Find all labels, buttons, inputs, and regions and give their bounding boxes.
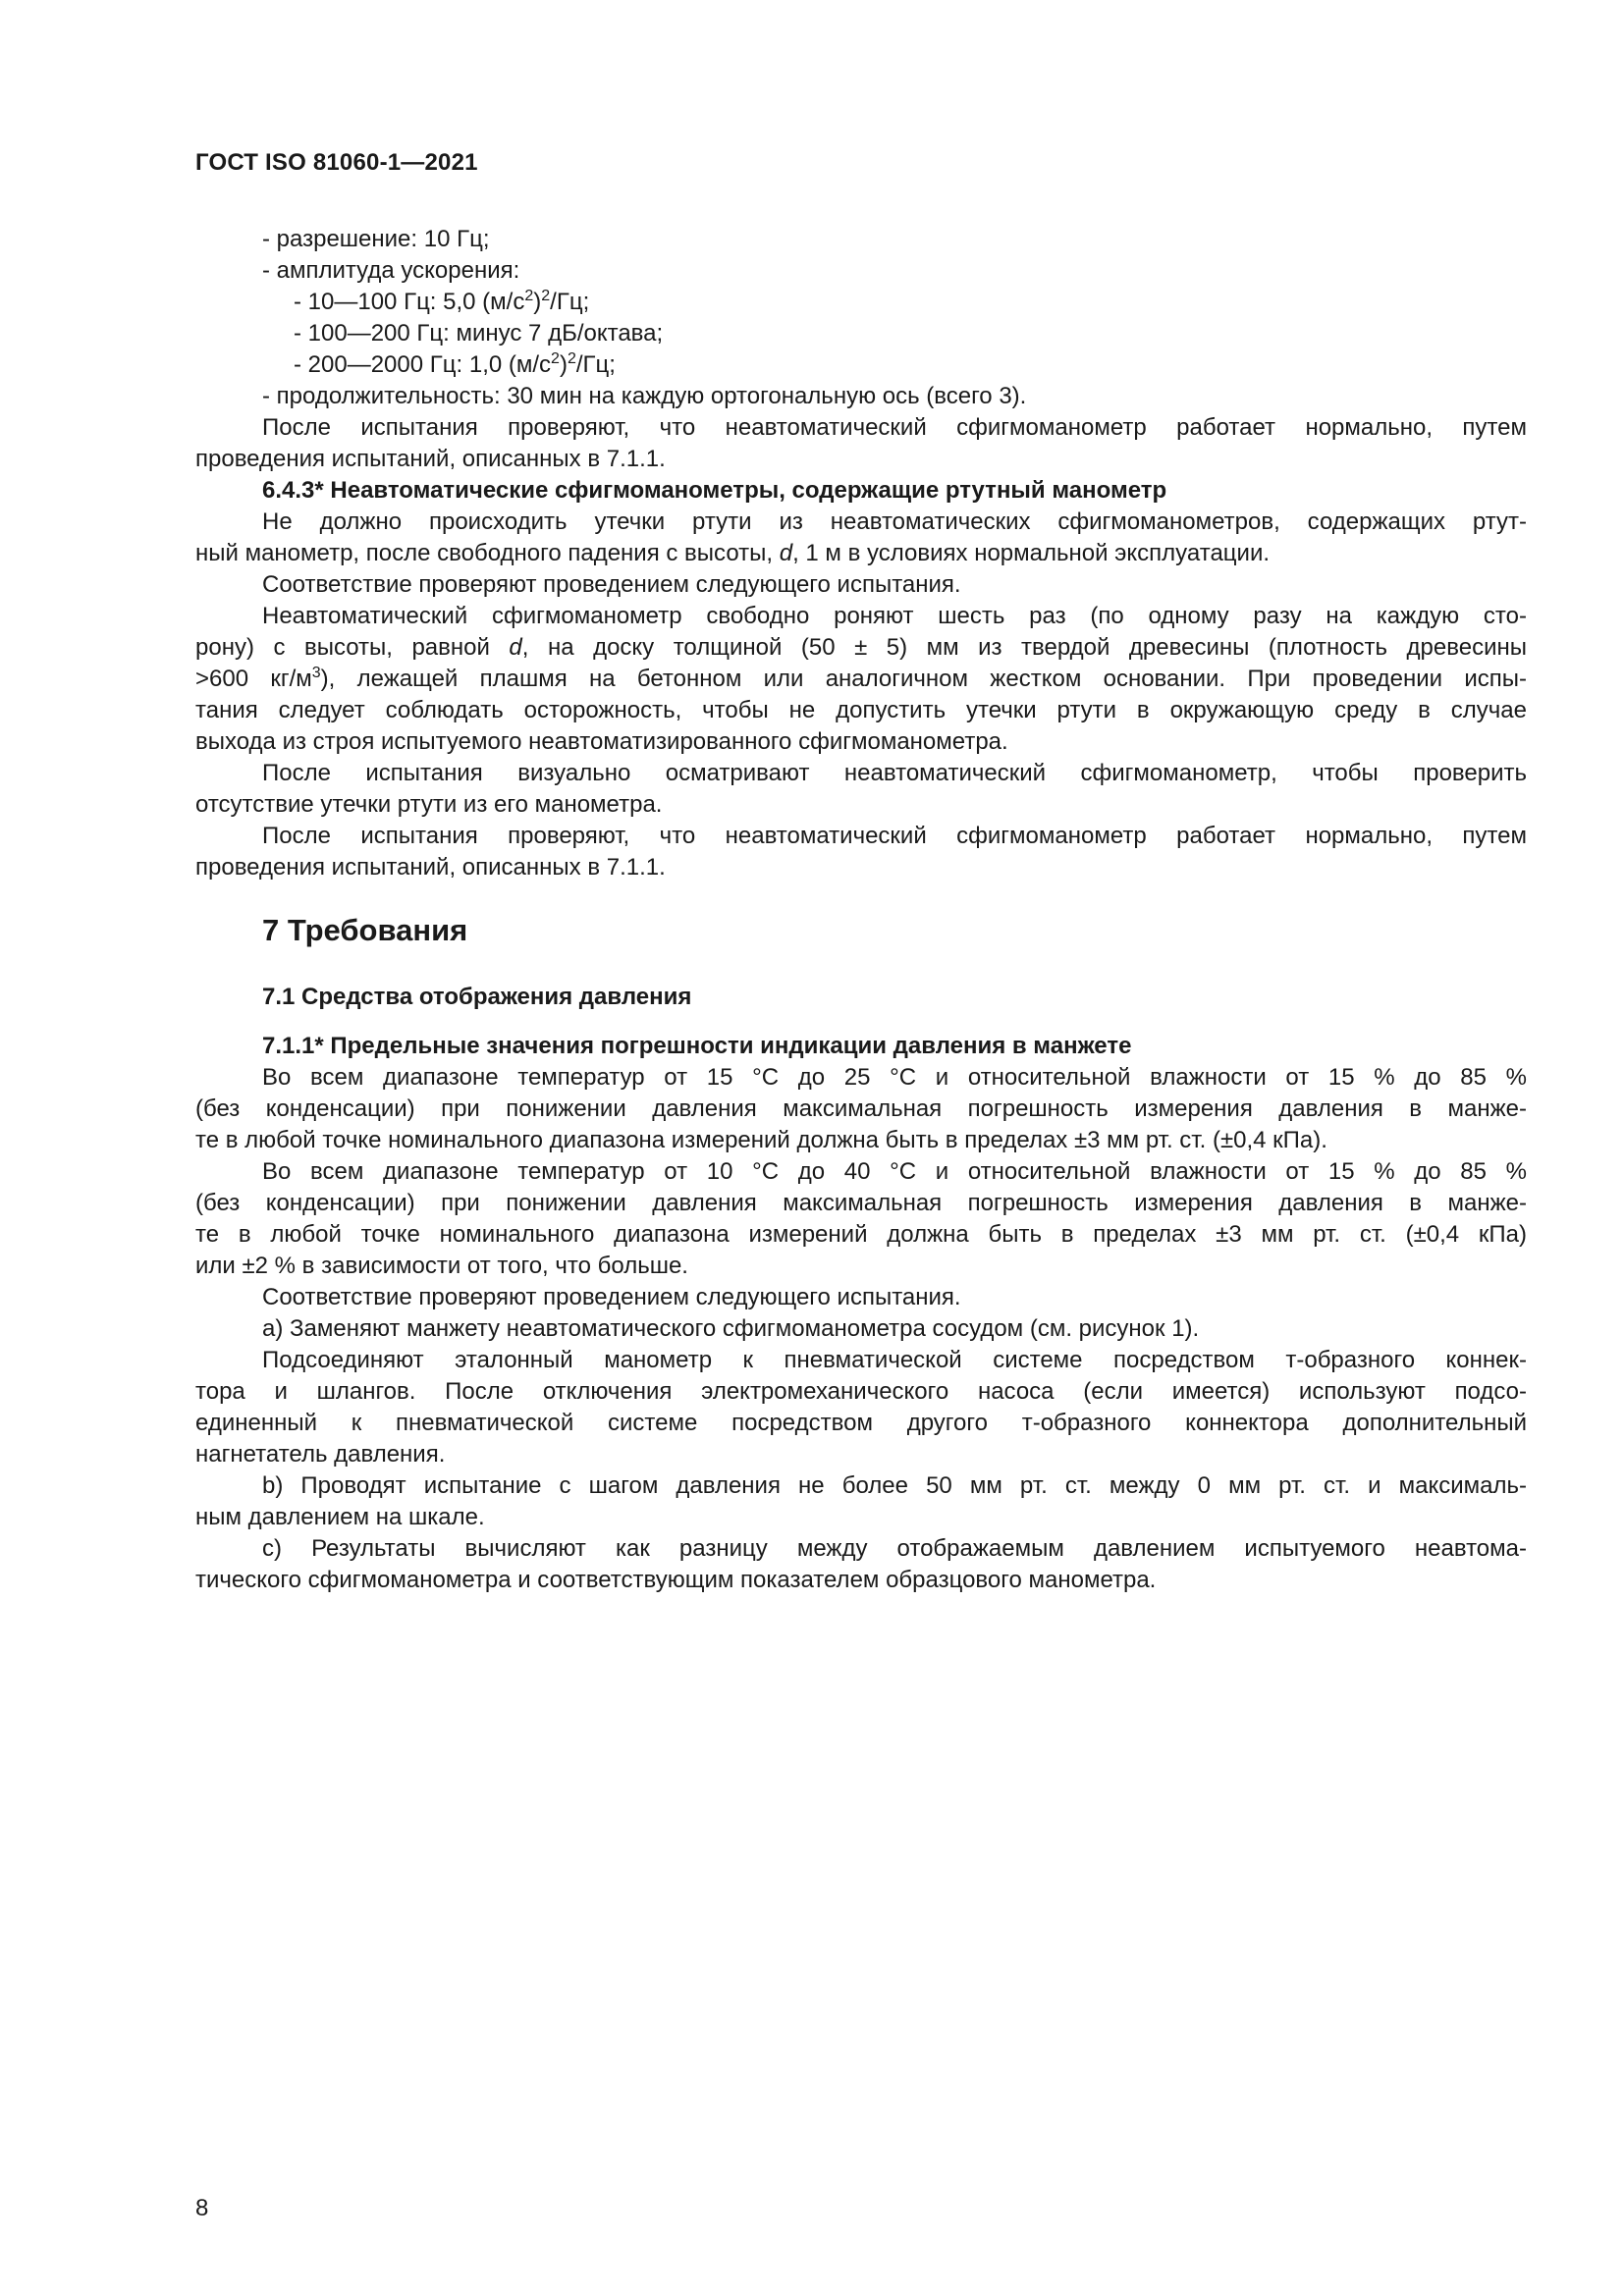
list-item-duration: - продолжительность: 30 мин на каждую ортогональную ось (всего 3). [262,383,1027,409]
list-item-resolution: - разрешение: 10 Гц; [262,226,490,252]
paragraph: Соответствие проверяют проведением следующего испытания. [262,571,961,598]
section-heading-7: 7 Требования [262,913,468,947]
list-item-b: b) Проводят испытание с шагом давления не более 50 мм рт. ст. между 0 мм рт. ст. и максималь- ным давлением на шкале. [195,1472,1527,1530]
document-page [195,0,1527,2296]
sublist-item-100-200: - 100—200 Гц: минус 7 дБ/октава; [294,320,664,347]
paragraph: Соответствие проверяют проведением следующего испытания. [262,1284,961,1310]
paragraph: Подсоединяют эталонный манометр к пневматической системе посредством т-образного коннек- тора и шлангов. После отключения электромеханического насоса (если имеется) используют подсо- единенный к пневматической системе посредством другого т-образного коннектора дополнительный нагнетатель давления. [195,1347,1527,1468]
sublist-item-10-100: - 10—100 Гц: 5,0 $(м/с^2)^2/Гц$; [294,288,590,315]
sublist-item-200-2000: - 200—2000 Гц: 1,0 $(м/с^2)^2/Гц$; [294,350,616,378]
test-parameters-list [195,224,1527,412]
document-header: ГОСТ ISO 81060-1—2021 [195,149,478,176]
paragraph: После испытания проверяют, что неавтоматический сфигмоманометр работает нормально, путем проведения испытаний, описанных в 7.1.1. [195,414,1527,472]
paragraph: После испытания проверяют, что неавтоматический сфигмоманометр работает нормально, путем проведения испытаний, описанных в 7.1.1. [195,823,1527,881]
section-heading-6-4-3: 6.4.3* Неавтоматические сфигмоманометры, содержащие ртутный манометр [262,477,1167,504]
paragraph: Во всем диапазоне температур от 15 °С до 25 °С и относительной влажности от 15 % до 85 % (без конденсации) при понижении давления максимальная погрешность измерения давления в манже- те в любой точке номинального диапазона измерений должна быть в пределах ±3 мм рт. ст. (±0,4 кПа). [195,1064,1527,1153]
document-body [195,224,1527,1596]
list-item-c: c) Результаты вычисляют как разницу между отображаемым давлением испытуемого неавтома- тического сфигмоманометра и соответствующим показателем образцового манометра. [195,1535,1527,1593]
paragraph: Во всем диапазоне температур от 10 °С до 40 °С и относительной влажности от 15 % до 85 % (без конденсации) при понижении давления максимальная погрешность измерения давления в манже- те в любой точке номинального диапазона измерений должна быть в пределах ±3 мм рт. ст. (±0,4 кПа) или ±2 % в зависимости от того, что больше. [195,1158,1527,1279]
page-number: 8 [195,2195,209,2221]
paragraph: После испытания визуально осматривают неавтоматический сфигмоманометр, чтобы проверить отсутствие утечки ртути из его манометра. [195,760,1527,818]
list-item-a: a) Заменяют манжету неавтоматического сфигмоманометра сосудом (см. рисунок 1). [262,1315,1200,1342]
list-item-amplitude: - амплитуда ускорения: [262,257,520,284]
paragraph: Неавтоматический сфигмоманометр свободно роняют шесть раз (по одному разу на каждую сто- рону) с высоты, равной d, на доску толщиной (50 ± 5) мм из твердой древесины (плотность древесины >600 $кг/м^3$), лежащей плашмя на бетонном или аналогичном жестком основании. При проведении испы- тания следует соблюдать осторожность, чтобы не допустить утечки ртути в окружающую среду в случае выхода из строя испытуемого неавтоматизированного сфигмоманометра. [195,603,1527,755]
section-heading-7-1: 7.1 Средства отображения давления [262,984,692,1010]
section-heading-7-1-1: 7.1.1* Предельные значения погрешности индикации давления в манжете [262,1033,1132,1059]
paragraph: Не должно происходить утечки ртути из неавтоматических сфигмоманометров, содержащих ртут- ный манометр, после свободного падения с высоты, d, 1 м в условиях нормальной эксплуатации. [195,508,1527,566]
